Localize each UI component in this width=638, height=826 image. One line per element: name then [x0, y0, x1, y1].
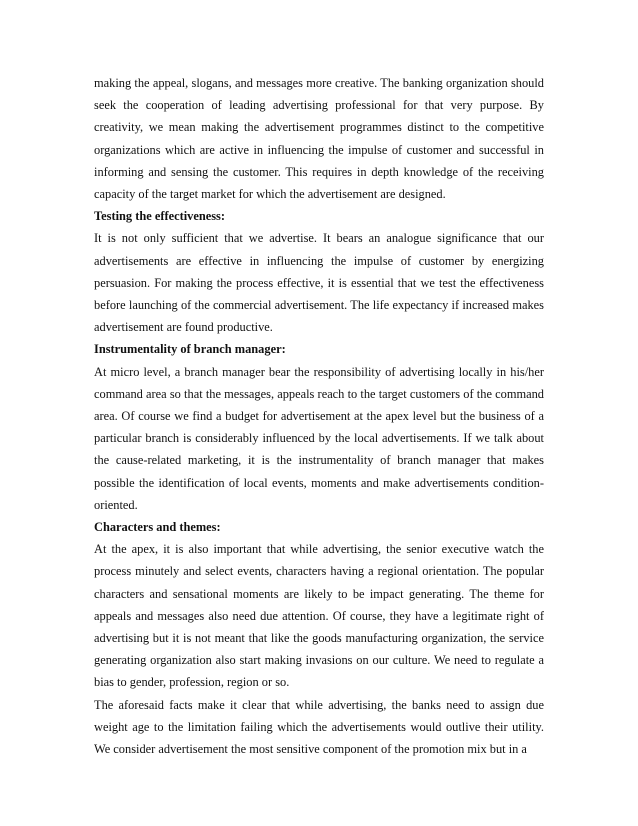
document-page: [94, 72, 544, 760]
body-paragraph: It is not only sufficient that we advertise. It bears an analogue significance that our advertisements are effective in influencing the impulse of customer by energizing persuasion. For making the process effective, it is essential that we test the effectiveness before launching of the commercial advertisement. The life expectancy if increased makes advertisement are found productive.: [94, 231, 544, 335]
body-paragraph: At the apex, it is also important that while advertising, the senior executive watch the process minutely and select events, characters having a regional orientation. The popular characters and sensational moments are likely to be impact generating. The theme for appeals and messages also need due attention. Of course, they have a legitimate right of advertising but it is not meant that like the goods manufacturing organization, the service generating organization also start making invasions on our culture. We need to regulate a bias to gender, profession, region or so.: [94, 542, 544, 690]
body-paragraph: The aforesaid facts make it clear that while advertising, the banks need to assign due weight age to the limitation failing which the advertisements would outlive their utility. We consider advertisement the most sensitive component of the promotion mix but in a: [94, 697, 544, 757]
section-heading: Testing the effectiveness:: [94, 209, 225, 224]
body-paragraph: At micro level, a branch manager bear the responsibility of advertising locally in his/her command area so that the messages, appeals reach to the target customers of the command area. Of course we find a budget for advertisement at the apex level but the business of a particular branch is considerably influenced by the local advertisements. If we talk about the cause-related marketing, it is the instrumentality of branch manager that makes possible the identification of local events, moments and make advertisements condition-oriented.: [94, 364, 544, 512]
section-heading: Instrumentality of branch manager:: [94, 342, 286, 357]
section-heading: Characters and themes:: [94, 520, 221, 535]
body-paragraph: making the appeal, slogans, and messages more creative. The banking organization should seek the cooperation of leading advertising professional for that very purpose. By creativity, we mean making the advertisement programmes distinct to the competitive organizations which are active in influencing the impulse of customer and successful in informing and sensing the customer. This requires in depth knowledge of the receiving capacity of the target market for which the advertisement are designed.: [94, 76, 544, 202]
